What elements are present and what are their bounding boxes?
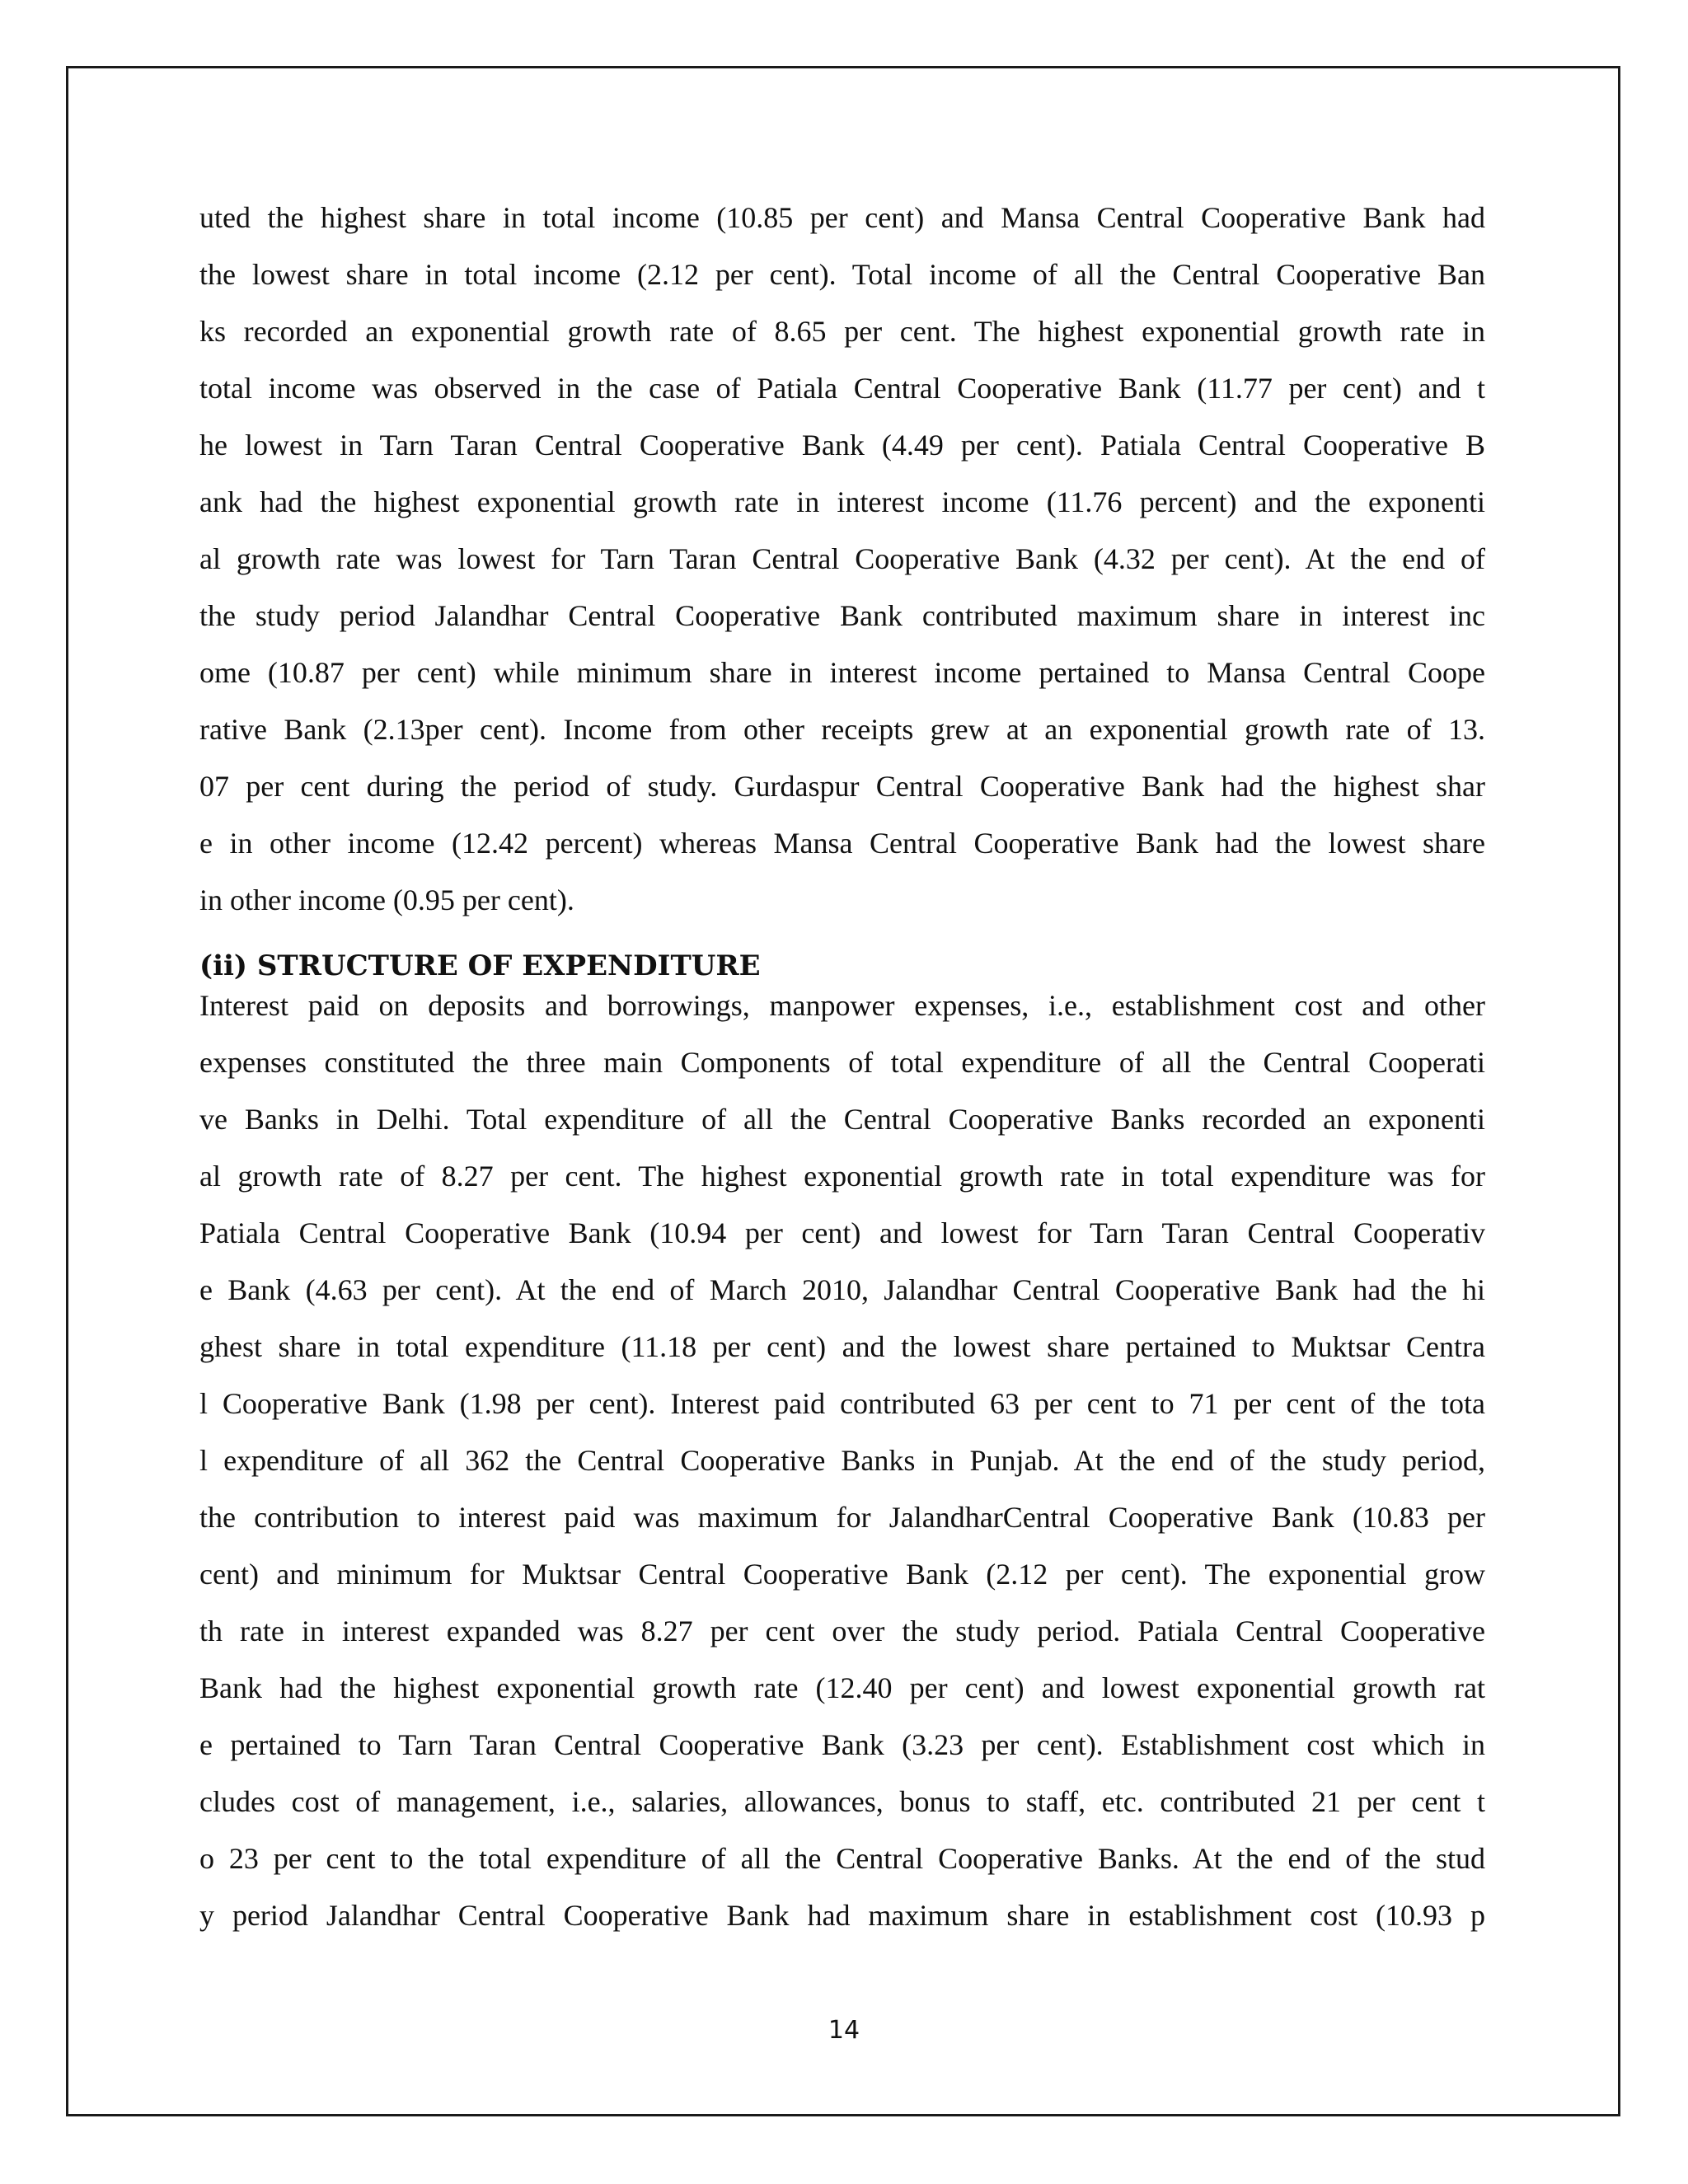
text-line: ghest share in total expenditure (11.18 per cent) and the lowest share pertained to Muktsar Centra bbox=[199, 1330, 1485, 1363]
page-number: 14 bbox=[828, 2016, 860, 2045]
text-line: the lowest share in total income (2.12 per cent). Total income of all the Central Cooperative Ban bbox=[199, 258, 1485, 291]
text-line: th rate in interest expanded was 8.27 per cent over the study period. Patiala Central Cooperative bbox=[199, 1615, 1485, 1647]
text-line: total income was observed in the case of Patiala Central Cooperative Bank (11.77 per cent) and t bbox=[199, 372, 1485, 405]
text-line: the contribution to interest paid was maximum for JalandharCentral Cooperative Bank (10.83 per bbox=[199, 1501, 1485, 1534]
text-line: 07 per cent during the period of study. Gurdaspur Central Cooperative Bank had the highest shar bbox=[199, 770, 1485, 803]
text-line: ome (10.87 per cent) while minimum share in interest income pertained to Mansa Central Coope bbox=[199, 656, 1485, 689]
text-line: Patiala Central Cooperative Bank (10.94 per cent) and lowest for Tarn Taran Central Cooperativ bbox=[199, 1216, 1485, 1249]
text-line: cludes cost of management, i.e., salaries, allowances, bonus to staff, etc. contributed 21 per cent t bbox=[199, 1785, 1485, 1818]
text-line: rative Bank (2.13per cent). Income from other receipts grew at an exponential growth rate of 13. bbox=[199, 713, 1485, 746]
text-line: e in other income (12.42 percent) whereas Mansa Central Cooperative Bank had the lowest share bbox=[199, 827, 1485, 860]
text-line: Interest paid on deposits and borrowings, manpower expenses, i.e., establishment cost and other bbox=[199, 989, 1485, 1022]
text-line: uted the highest share in total income (10.85 per cent) and Mansa Central Cooperative Bank had bbox=[199, 201, 1485, 234]
text-line: e pertained to Tarn Taran Central Cooperative Bank (3.23 per cent). Establishment cost which in bbox=[199, 1728, 1485, 1761]
text-line: al growth rate was lowest for Tarn Taran Central Cooperative Bank (4.32 per cent). At the end of bbox=[199, 542, 1485, 575]
text-line: ve Banks in Delhi. Total expenditure of all the Central Cooperative Banks recorded an exponenti bbox=[199, 1103, 1485, 1136]
section-heading: (ii) STRUCTURE OF EXPENDITURE bbox=[199, 949, 761, 982]
text-line: expenses constituted the three main Components of total expenditure of all the Central Cooperati bbox=[199, 1046, 1485, 1079]
text-line: al growth rate of 8.27 per cent. The highest exponential growth rate in total expenditure was for bbox=[199, 1160, 1485, 1193]
text-line: the study period Jalandhar Central Cooperative Bank contributed maximum share in interest inc bbox=[199, 599, 1485, 632]
text-line: in other income (0.95 per cent). bbox=[199, 883, 574, 916]
text-line: y period Jalandhar Central Cooperative Bank had maximum share in establishment cost (10.93 p bbox=[199, 1899, 1485, 1932]
text-line: he lowest in Tarn Taran Central Cooperative Bank (4.49 per cent). Patiala Central Cooperative B bbox=[199, 429, 1485, 462]
text-line: l expenditure of all 362 the Central Cooperative Banks in Punjab. At the end of the study period, bbox=[199, 1444, 1485, 1477]
text-line: ks recorded an exponential growth rate of 8.65 per cent. The highest exponential growth rate in bbox=[199, 315, 1485, 348]
text-line: e Bank (4.63 per cent). At the end of March 2010, Jalandhar Central Cooperative Bank had the hi bbox=[199, 1273, 1485, 1306]
text-line: l Cooperative Bank (1.98 per cent). Interest paid contributed 63 per cent to 71 per cent of the tota bbox=[199, 1387, 1485, 1420]
text-line: ank had the highest exponential growth rate in interest income (11.76 percent) and the exponenti bbox=[199, 485, 1485, 518]
text-line: Bank had the highest exponential growth rate (12.40 per cent) and lowest exponential growth rat bbox=[199, 1671, 1485, 1704]
text-line: cent) and minimum for Muktsar Central Cooperative Bank (2.12 per cent). The exponential grow bbox=[199, 1558, 1485, 1591]
text-line: o 23 per cent to the total expenditure of all the Central Cooperative Banks. At the end of the stud bbox=[199, 1842, 1485, 1875]
